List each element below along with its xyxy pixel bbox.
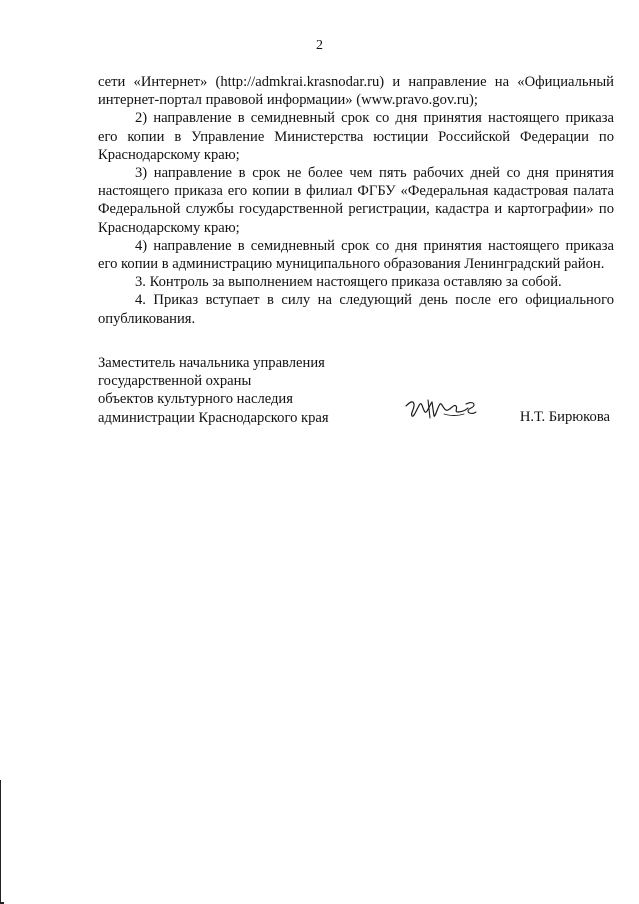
paragraph-5 <box>98 273 614 291</box>
signatory-position-line: Заместитель начальника управления <box>98 355 325 371</box>
paragraph-4 <box>98 237 614 273</box>
paragraph-1 <box>98 73 614 109</box>
text-line: 4. Приказ вступает в силу на следующий день после его официального <box>135 292 614 309</box>
text-line: 3. Контроль за выполнением настоящего приказа оставляю за собой. <box>135 274 562 291</box>
text-line: его копии в Управление Министерства юстиции Российской Федерации по <box>98 128 614 145</box>
text-line: сети «Интернет» (http://admkrai.krasnodar.ru) и направление на «Официальный <box>98 74 614 90</box>
signatory-name: Н.Т. Бирюкова <box>519 409 610 425</box>
signatory-position-line: государственной охраны <box>98 373 252 390</box>
text-line: Федеральной службы государственной регистрации, кадастра и картографии» по <box>98 201 614 218</box>
signature-block <box>98 354 618 427</box>
signatory-position-line: объектов культурного наследия <box>98 391 293 408</box>
text-line: 4) направление в семидневный срок со дня принятия настоящего приказа <box>135 237 614 254</box>
text-line: 3) направление в срок не более чем пять рабочих дней со дня принятия <box>135 165 614 182</box>
text-line: Краснодарскому краю; <box>98 146 240 163</box>
document-body <box>98 73 614 328</box>
text-line: его копии в администрацию муниципального образования Ленинградский район. <box>98 256 605 273</box>
paragraph-6 <box>98 291 614 327</box>
paragraph-3 <box>98 164 614 237</box>
text-line: Краснодарскому краю; <box>98 219 240 236</box>
text-line: настоящего приказа его копии в филиал ФГБУ «Федеральная кадастровая палата <box>98 183 614 200</box>
text-line: интернет-портал правовой информации» (www.pravo.gov.ru); <box>98 92 478 109</box>
page-number: 2 <box>316 38 323 53</box>
text-line: опубликования. <box>98 310 196 327</box>
signatory-position-line: администрации Краснодарского края <box>98 409 329 426</box>
text-line: 2) направление в семидневный срок со дня принятия настоящего приказа <box>135 110 614 127</box>
paragraph-2 <box>98 109 614 164</box>
scan-edge-mark <box>0 780 1 904</box>
handwritten-signature <box>404 396 480 426</box>
